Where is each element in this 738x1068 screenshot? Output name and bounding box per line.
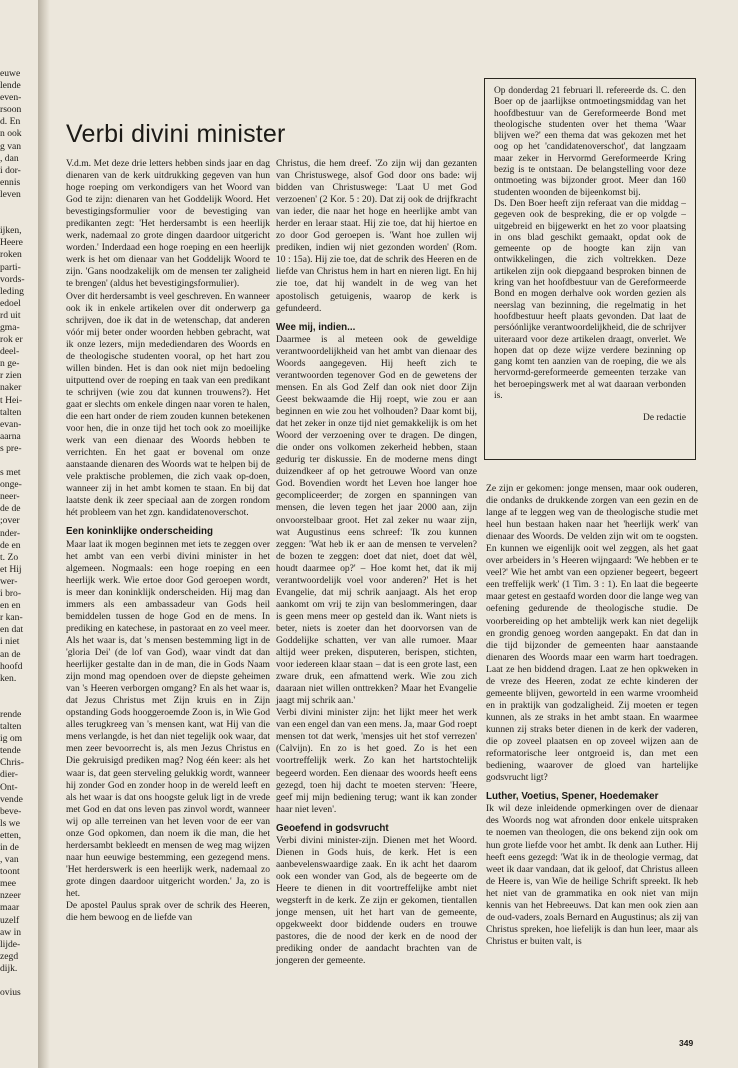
article-column-1 [66, 158, 270, 924]
fragment-line: r zien [0, 370, 22, 382]
page-number: 349 [679, 1038, 694, 1048]
fragment-line: de de [0, 503, 21, 515]
editorial-box [484, 78, 696, 460]
fragment-line: nder- [0, 527, 21, 539]
fragment-line: beve- [0, 805, 22, 817]
fragment-line: n ge- [0, 358, 20, 370]
paragraph-8: Ik wil deze inleidende opmerkingen over de dienaar des Woords nog wat afronden door enkele uitspraken te noemen van theologen, die ons bekend zijn ook om hun grote liefde voor het ambt. Ik denk aan Luther. Hij heeft eens gezegd: 'Wat ik in de theologie vermag, dat weet ik daar vandaan, dat ik geloof, dat Christus alleen de Heere is, van Wie de heilige Schrift spreekt. Ik heb het niet van de grammatika en ook niet van mijn kennis van het Hebreeuws. Dat kan men ook zien aan de oud-vaders, zoals Bernard en Augustinus; als zij van Christus spreken, hoe liefelijk is dan hun leer, maar als Christus er buiten valt, is [486, 803, 698, 947]
subheading-godsvrucht: Geoefend in godsvrucht [276, 822, 389, 834]
fragment-line: Chris- [0, 757, 24, 769]
fragment-line: nzeer [0, 890, 21, 902]
fragment-line: hoofd [0, 660, 23, 672]
fragment-line: in de [0, 842, 19, 853]
subheading-koninklijke: Een koninklijke onderscheiding [66, 526, 213, 538]
fragment-line: lende [0, 80, 21, 92]
paragraph-intro: V.d.m. Met deze drie letters hebben sinds jaar en dag dienaren van de kerk uitdrukking gegeven van hun hoge roeping om verkondigers van het Woord van God te zijn: dienaren van het Goddelijk Woord. Het bevestigingsformulier voor de bevestiging van predikanten zegt: 'Het herdersambt is een heerlijk werk, nademaal zo grote dingen daardoor uitgericht worden.' Inderdaad een hoge roeping en een heerlijk werk is het om dienaar van het Goddelijk Woord te zijn. 'Gans noodzakelijk om de mensen ter zaligheid te brengen' (aldus het bevestigingsformulier). [66, 158, 270, 290]
fragment-line: r kan- [0, 612, 23, 624]
fragment-line: s pre- [0, 442, 22, 454]
fragment-line: , van [0, 854, 19, 866]
fragment-line: n ook [0, 128, 22, 140]
paragraph-5: Daarmee is al meteen ook de geweldige verantwoordelijkheid van het ambt van dienaar des Woords aangegeven. Hij heeft zich te verantwoorden tegenover God en de gewetens der mensen. En als God Zelf dan ook niet door Zijn Geest bekwaamde die Hij roept, wie zou er aan beginnen en wie zou het volhouden? Daar komt bij, dat het zeker in onze tijd niet gemakkelijk is om het Woord der verzoening over te dragen. De dingen, die onder ons volkomen zekerheid hebben, staan gedurig ter diskussie. En de moderne mens dingt duizendkeer af op het getrouwe Woord van onze God. Bovendien wordt het Leven hoe langer hoe gecompliceerder; de zorgen en spanningen van mensen, die leven tegen het jaar 2000 aan, zijn onvoorstelbaar groot. Het zal zeker nu waar zijn, wat Augustinus eens schreef: 'Ik zou kunnen zeggen: 'Wat heb ik er aan de mensen te vervelen? de bozen te zeggen: doet dat niet, doet dat wèl, houdt daarmee op?' – Hoe komt het, dat ik mij verantwoordelijk voel voor anderen?' Het is het Evangelie, dat mij schrik aanjaagt. Als het erop aankomt om vrij te zijn van beslommeringen, daar is geen mens meer op gesteld dan ik. Want niets is beter, niets is zoeter dan het doorvorsen van de Goddelijke schatten, ver van alle rumoer. Maar altijd weer preken, disputeren, berispen, stichten, voor iedereen klaar staan – dat is een grote last, een zware druk, een afmattend werk. Wie zou zich daaraan niet willen onttrekken? Maar het Evangelie jaagt mij schrik aan.' [276, 333, 477, 707]
fragment-line: edoel [0, 297, 21, 309]
paragraph-6: Verbi divini minister zijn: het lijkt meer het werk van een engel dan van een mens. Ja, maar God roept mensen tot dat werk, 'mensjes uit het stof verrezen' (Calvijn). En zo is het goed. Zo is het een voortreffelijk werk. Zo kan het hartstochtelijk begeerd worden. Een dienaar des woords heeft eens gezegd, toen hij dacht te moeten sterven: 'Heere, geef mij mijn bediening terug; want ik kan zonder haar niet leven'. [276, 707, 477, 815]
fragment-line: tende [0, 745, 21, 757]
editorial-signature: De redactie [643, 413, 686, 424]
fragment-line: i dor- [0, 164, 21, 176]
fragment-line: et Hij [0, 563, 22, 575]
fragment-line: mee [0, 878, 16, 890]
fragment-line: en en [0, 600, 21, 612]
previous-page-fragment [0, 68, 36, 999]
fragment-line: t Hei- [0, 394, 23, 406]
editorial-text-1: Op donderdag 21 februari ll. refereerde ds. C. den Boer op de jaarlijkse ontmoetingsmiddag van het hoofdbestuur van de Gereformeerde Bond met theologische studenten over het thema 'Waar blijven we?' een thema dat was gekozen met het oog op het 'candidatenoverschot', dat langzaam maar zeker in Hervormd Gereformeerde Kring bezig is te ontstaan. De belangstelling voor deze ontmoeting was bijzonder groot. Meer dan 160 studenten woonden de bijeenkomst bij. [494, 86, 686, 198]
paragraph-4-start: De apostel Paulus sprak over de schrik des Heeren, die hem bewoog en de liefde van [66, 900, 270, 924]
fragment-line: rd uit [0, 309, 21, 321]
fragment-line: leven [0, 188, 21, 200]
fragment-line: ennis [0, 176, 21, 188]
fragment-line: neer- [0, 491, 20, 503]
fragment-line: wer- [0, 575, 18, 587]
fragment-line: ls we [0, 817, 20, 829]
fragment-line: de en [0, 539, 21, 551]
fragment-line: vords- [0, 273, 25, 285]
fragment-line: dier- [0, 769, 18, 781]
fragment-line [0, 685, 36, 697]
fragment-line [0, 213, 36, 225]
fragment-line: ;over [0, 515, 20, 527]
paragraph-2: Over dit herdersambt is veel geschreven. En wanneer ook ik in enkele artikelen over dit onderwerp ga schrijven, doe ik dat in de wetenschap, dat anderen vóór mij beter onder woorden hebben gebracht, wat ik onze lezers, mijn medediendaren des Woords en de theologische studenten vooral, op het hart zou willen binden. Het is dan ook niet mijn bedoeling uitputtend over de roeping en taak van een predikant te schrijven (wie zou dat kunnen trouwens?). Het gaat er slechts om enkele dingen naar voren te halen, die een hart onder de riem zouden kunnen betekenen voor hen, die in onze tijd het toch ook zo moeilijke werk van een dienaar des Woords hebben te verrichten. En het gaat er bovenal om onze aanstaande dienaren des Woords wat te helpen bij de vele praktische problemen, die zich vaak op-doen, wanneer zij in het ambt komen te staan. En bij dat laatste denk ik zeer speciaal aan de zorgen rondom hét probleem van het zgn. kandidatenoverschot. [66, 290, 270, 519]
subheading-luther: Luther, Voetius, Spener, Hoedemaker [486, 791, 659, 803]
subheading-wee-mij: Wee mij, indien... [276, 321, 356, 333]
fragment-line: talten [0, 406, 22, 418]
fragment-line: i niet [0, 636, 20, 648]
paragraph-3: Maar laat ik mogen beginnen met iets te zeggen over het ambt van een verbi divini minister in het algemeen. Nogmaals: een hoge roeping en een heerlijk werk. Wie ertoe door God geroepen wordt, is meer dan koninklijk onderscheiden. Hij mag dan immers als een ambassadeur van Gods heil bemiddelen tussen de hoge God en de mens. In prediking en katechese, in pastoraat en zo veel meer. Als het waar is, dat 's mensen bestemming ligt in de 'gloria Dei' (de lof van God), waar vindt dat dan heerlijker gestalte dan in de man, die in Gods Naam zijn mond mag opendoen over de diepste geheimen van 's Heeren verborgen omgang? En als het waar is, dat Jezus Christus met Zijn kruis en in Zijn opstanding Gods hooggeroemde Zoon is, in Wie God alles terugkreeg van 's mensen kant, wat Hij van die mens verlangde, is het dan niet tegelijk ook waar, dat men zeer bevoorrecht is, als men Jezus Christus en Die gekruisigd prediken mag? Nog één keer: als het waar is, dat geen sterveling gelukkig wordt, wanneer hij zonder God en zonder hoop in de wereld leeft en als het waar is dat ons hoogste geluk ligt in de vrede met God en dat ons leven pas zinvol wordt, wanneer wij op alle terreinen van het leven voor de eer van onze God opkomen, dan noem ik die man, die het herdersambt bekleedt en mensen de weg mag wijzen naar hun eeuwige bestemming, een gezegend mens. 'Het herderswerk is een heerlijk werk, nademaal zo grote dingen daardoor uitgericht worden.' Ja, zo is het. [66, 538, 270, 899]
fragment-line: ken. [0, 672, 17, 684]
fragment-line: parti- [0, 261, 21, 273]
fragment-line: d. En [0, 116, 21, 128]
fragment-line: vende [0, 793, 23, 805]
fragment-line: euwe [0, 68, 21, 79]
fragment-line: deel- [0, 346, 20, 358]
editorial-text-2: Ds. Den Boer heeft zijn referaat van die middag – gegeven ook de bespreking, die er op volgde – uitgebreid en bijgewerkt en het zo voor plaatsing in ons blad geschikt gemaakt, opdat ook de gemeente op de hoogte kan zijn van ontwikkelingen, die zich voltrekken. Deze artikelen zijn ook diepgaand besproken binnen de kring van het hoofdbestuur van de Gereformeerde Bond en mogen derhalve ook worden gezien als neerslag van bezinning, die regelmatig in het hoofdbestuur heeft plaats gevonden. Dat laat de persóónlijke verantwoordelijkheid, die de schrijver uiteraard voor deze artikelen draagt, onverlet. We hopen dat op deze wijze verdere bezinning op gang komt ten aanzien van de roeping, die we als hervormd-gereformeerde gemeenten terzake van het beroepingswerk met al wat daaraan verbonden is. [494, 198, 686, 402]
fragment-line: zegd [0, 950, 19, 962]
paragraph-7-continued: Ze zijn er gekomen: jonge mensen, maar ook ouderen, die ondanks de drukkende zorgen van een gezin en de lange af te leggen weg van de theologische studie met heel hun bestaan haken naar het 'heerlijk werk' van dienaar des Woords. De velden zijn wit om te oogsten. En kunnen we eigenlijk ooit wel zeggen, als het gaat over arbeiders in 's Heeren wijngaard: 'We hebben er te veel?' Wie het ambt van een opziener begeert, begeert een treffelijk werk' (1 Tim. 3 : 1). En laat die begeerte maar getest en gestaafd worden door die lange weg van oefening gedurende de theologische studie. De voorbereiding op het ambtelijk werk kan niet degelijk en grondig genoeg worden aangepakt. En dat dan in die tijd bijzonder de gemeenten haar aanstaande dienaren des Woords maar een warm hart toedragen. Laat ze hen biddend dragen. Laat ze hen opkweken in de vreze des Heeren, zodat ze echte kinderen der gemeente blijven, geworteld in een warme vroomheid en in praktijk van godzaligheid. Zij moeten er tegen kunnen, als ze straks in het ambt staan. En waarmee kunnen zij straks beter dienen in de kerk der vaderen, die op zoveel plaatsen en op zoveel wijzen aan de reformatorische leer ontgroeid is, dan met een bediening, waarover de gloed van hartelijke godsvrucht ligt? [486, 483, 698, 784]
fragment-line: etten, [0, 829, 22, 841]
article-title: Verbi divini minister [66, 120, 286, 148]
fragment-line [0, 975, 36, 987]
fragment-line: aw in [0, 926, 22, 938]
fragment-line: lijde- [0, 938, 21, 950]
fragment-line: , dan [0, 152, 19, 164]
fragment-line: talten [0, 721, 22, 733]
fragment-line: Heere [0, 237, 23, 249]
fragment-line: i bro- [0, 588, 22, 600]
fragment-line: uzelf [0, 914, 20, 926]
fragment-line: an de [0, 648, 21, 660]
fragment-line [0, 201, 36, 213]
fragment-line: rsoon [0, 104, 22, 116]
fragment-line: toont [0, 866, 20, 878]
fragment-line [0, 455, 36, 467]
fragment-line: rok er [0, 334, 23, 346]
fragment-line: t. Zo [0, 551, 19, 563]
fragment-line [0, 697, 36, 709]
fragment-line: ijken, [0, 225, 22, 237]
fragment-line: leding [0, 285, 24, 297]
fragment-line: gma- [0, 321, 20, 333]
fragment-line: g van [0, 140, 22, 152]
fragment-line: rende [0, 708, 22, 720]
fragment-line: naker [0, 382, 22, 394]
fragment-line: s met [0, 467, 21, 479]
fragment-line: ovius [0, 987, 21, 999]
fragment-line: onge- [0, 479, 22, 491]
page-gutter [38, 0, 50, 1068]
article-column-2 [276, 158, 477, 967]
fragment-line: evan- [0, 418, 22, 430]
fragment-line: aarna [0, 430, 21, 442]
fragment-line: Ont- [0, 781, 18, 793]
fragment-line: roken [0, 249, 22, 261]
fragment-line: en dat [0, 624, 24, 636]
fragment-line: dijk. [0, 962, 18, 974]
paragraph-4-continued: Christus, die hem dreef. 'Zo zijn wij dan gezanten van Christuswege, alsof God door ons bade: wij bidden van Christuswege: 'Laat U met God verzoenen' (2 Kor. 5 : 20). Dat zij ook de drijfkracht van ieder, die naar het hoge en heerlijke ambt van herder en leraar staat. Hij zie toe, dat hij hiertoe en zo door God geroepen is. 'Want hoe zullen wij prediken, indien wij niet gezonden worden' (Rom. 10 : 15a). Hij zie toe, dat de schrik des Heeren en de liefde van Christus hem in hart en nieren ligt. En hij zie toe, dat hij wandelt in de weg van het apostolisch getuigenis, waarop de kerk is gefundeerd. [276, 158, 477, 314]
fragment-line: even- [0, 92, 22, 104]
fragment-line: maar [0, 902, 20, 914]
paragraph-7: Verbi divini minister-zijn. Dienen met het Woord. Dienen in Gods huis, de kerk. Het is een aanbevelenswaardige zaak. En ik acht het daarom ook een wonder van God, als de begeerte om de Heere te dienen in dit voortreffelijke ambt niet wegsterft in de kerk. Ze zijn er gekomen, tientallen jonge mensen, uit het hart van de gemeente, opgekweekt door biddende ouders en trouwe pastores, die de nood der kerk en de nood der prediking onder de aandacht brachten van de jongeren der gemeente. [276, 834, 477, 967]
fragment-line: ig om [0, 733, 23, 745]
article-column-3 [486, 483, 698, 948]
